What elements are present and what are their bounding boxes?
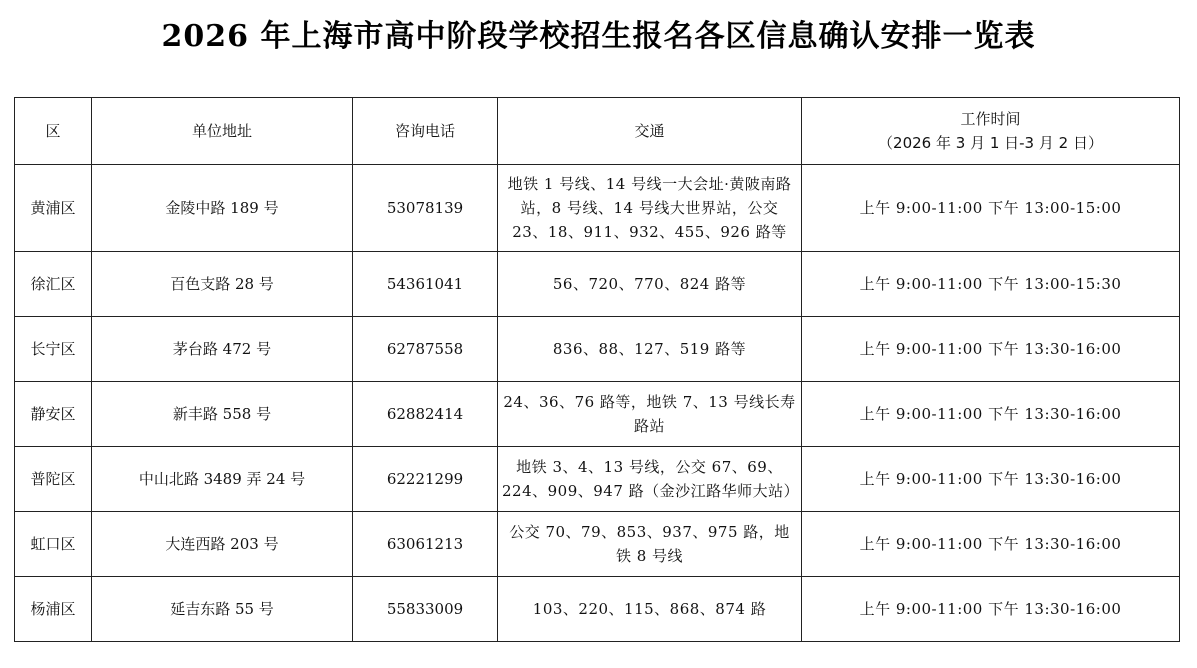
cell-work-time: 上午 9:00-11:00 下午 13:30-16:00 — [802, 577, 1180, 642]
cell-address: 新丰路 558 号 — [92, 382, 353, 447]
cell-phone: 62787558 — [353, 317, 498, 382]
cell-address: 中山北路 3489 弄 24 号 — [92, 447, 353, 512]
cell-work-time: 上午 9:00-11:00 下午 13:00-15:00 — [802, 165, 1180, 252]
cell-transport: 地铁 1 号线、14 号线一大会址·黄陂南路站，8 号线、14 号线大世界站，公交 23、18、911、932、455、926 路等 — [498, 165, 802, 252]
cell-phone: 63061213 — [353, 512, 498, 577]
header-district: 区 — [15, 98, 92, 165]
cell-phone: 62882414 — [353, 382, 498, 447]
cell-phone: 54361041 — [353, 252, 498, 317]
cell-work-time: 上午 9:00-11:00 下午 13:30-16:00 — [802, 317, 1180, 382]
table-header-row — [15, 98, 1180, 165]
cell-transport: 24、36、76 路等，地铁 7、13 号线长寿路站 — [498, 382, 802, 447]
cell-address: 茅台路 472 号 — [92, 317, 353, 382]
cell-transport: 地铁 3、4、13 号线，公交 67、69、224、909、947 路（金沙江路华师大站） — [498, 447, 802, 512]
cell-district: 黄浦区 — [15, 165, 92, 252]
table-row — [15, 165, 1180, 252]
cell-address: 延吉东路 55 号 — [92, 577, 353, 642]
cell-district: 长宁区 — [15, 317, 92, 382]
cell-district: 虹口区 — [15, 512, 92, 577]
header-phone: 咨询电话 — [353, 98, 498, 165]
page-title: 2026 年上海市高中阶段学校招生报名各区信息确认安排一览表 — [161, 19, 1036, 54]
cell-phone: 53078139 — [353, 165, 498, 252]
cell-address: 百色支路 28 号 — [92, 252, 353, 317]
table-row — [15, 512, 1180, 577]
cell-district: 杨浦区 — [15, 577, 92, 642]
cell-district: 普陀区 — [15, 447, 92, 512]
header-address: 单位地址 — [92, 98, 353, 165]
cell-work-time: 上午 9:00-11:00 下午 13:30-16:00 — [802, 382, 1180, 447]
cell-phone: 62221299 — [353, 447, 498, 512]
cell-transport: 公交 70、79、853、937、975 路，地铁 8 号线 — [498, 512, 802, 577]
cell-district: 徐汇区 — [15, 252, 92, 317]
cell-transport: 103、220、115、868、874 路 — [498, 577, 802, 642]
table-row — [15, 252, 1180, 317]
cell-district: 静安区 — [15, 382, 92, 447]
cell-address: 大连西路 203 号 — [92, 512, 353, 577]
table-row — [15, 382, 1180, 447]
cell-transport: 56、720、770、824 路等 — [498, 252, 802, 317]
cell-work-time: 上午 9:00-11:00 下午 13:30-16:00 — [802, 447, 1180, 512]
header-work-time — [802, 98, 1180, 165]
registration-table — [14, 97, 1180, 642]
cell-work-time: 上午 9:00-11:00 下午 13:30-16:00 — [802, 512, 1180, 577]
cell-address: 金陵中路 189 号 — [92, 165, 353, 252]
cell-work-time: 上午 9:00-11:00 下午 13:00-15:30 — [802, 252, 1180, 317]
header-work-time-label: 工作时间 — [960, 110, 1021, 128]
header-transport: 交通 — [498, 98, 802, 165]
cell-transport: 836、88、127、519 路等 — [498, 317, 802, 382]
table-row — [15, 447, 1180, 512]
header-work-time-dates: （2026 年 3 月 1 日-3 月 2 日） — [878, 134, 1103, 152]
table-row — [15, 577, 1180, 642]
table-row — [15, 317, 1180, 382]
cell-phone: 55833009 — [353, 577, 498, 642]
